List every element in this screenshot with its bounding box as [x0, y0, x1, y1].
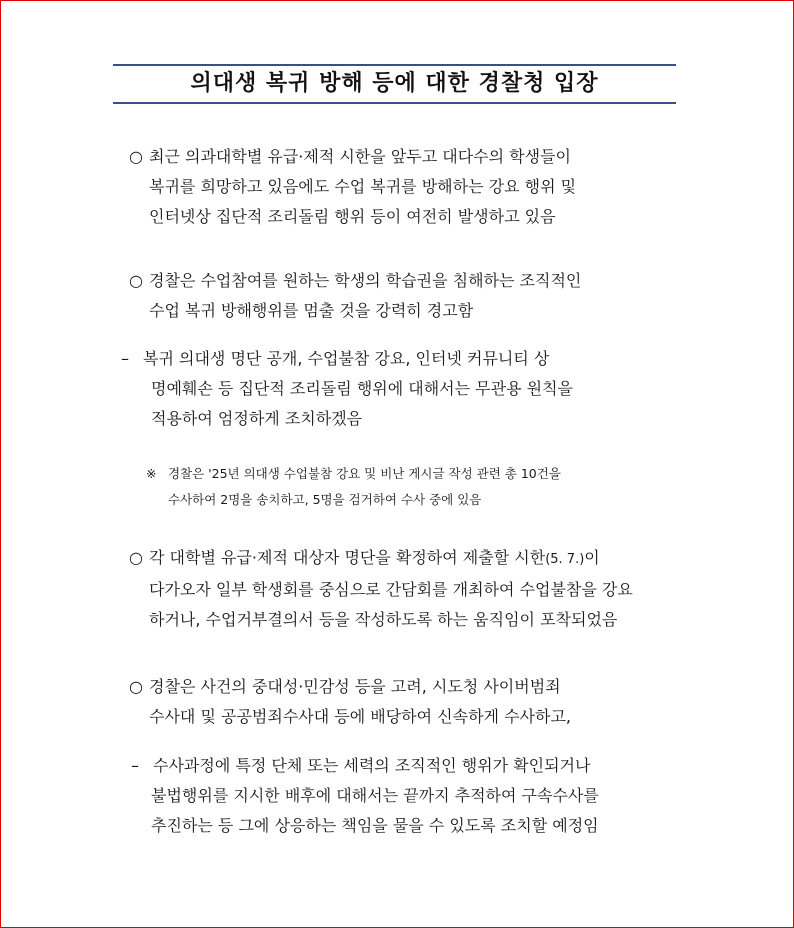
paragraph-1-line-3: 인터넷상 집단적 조리돌림 행위 등이 여전히 발생하고 있음	[149, 207, 556, 226]
circle-bullet-icon: ○	[129, 147, 143, 166]
circle-bullet-icon: ○	[129, 677, 143, 696]
reference-mark-icon: ※	[146, 466, 157, 481]
paragraph-3-line-1-text: 각 대학별 유급·제적 대상자 명단을 확정하여 제출할 시한	[149, 548, 546, 567]
paragraph-1-line-2: 복귀를 희망하고 있음에도 수업 복귀를 방해하는 강요 행위 및	[149, 177, 577, 196]
paragraph-3-line-3: 하거나, 수업거부결의서 등을 작성하도록 하는 움직임이 포착되었음	[149, 610, 618, 629]
sub-item-2-line-1: 수사과정에 특정 단체 또는 세력의 조직적인 행위가 확인되거나	[153, 756, 591, 775]
paragraph-3	[129, 543, 689, 635]
paragraph-4	[129, 672, 689, 732]
sub-item-1-line-3: 적용하여 엄정하게 조치하겠음	[151, 409, 363, 428]
note-line-1: 경찰은 '25년 의대생 수업불참 강요 및 비난 게시글 작성 관련 총 10건을	[168, 466, 561, 481]
circle-bullet-icon: ○	[129, 271, 143, 290]
dash-bullet-icon: –	[121, 349, 129, 368]
paragraph-1	[129, 142, 689, 232]
paragraph-3-line-2: 다가오자 일부 학생회를 중심으로 간담회를 개최하여 수업불참을 강요	[149, 580, 633, 599]
page-title: 의대생 복귀 방해 등에 대한 경찰청 입장	[190, 71, 599, 96]
sub-item-1-line-2: 명예훼손 등 집단적 조리돌림 행위에 대해서는 무관용 원칙을	[151, 379, 574, 398]
paragraph-2	[129, 266, 689, 326]
deadline-date: (5. 7.)	[545, 552, 585, 567]
paragraph-4-line-1: 경찰은 사건의 중대성·민감성 등을 고려, 시도청 사이버범죄	[149, 677, 561, 696]
sub-item-1-line-1: 복귀 의대생 명단 공개, 수업불참 강요, 인터넷 커뮤니티 상	[143, 349, 550, 368]
sub-item-1	[121, 344, 691, 434]
paragraph-2-line-2: 수업 복귀 방해행위를 멈출 것을 강력히 경고함	[149, 301, 474, 320]
paragraph-4-line-2: 수사대 및 공공범죄수사대 등에 배당하여 신속하게 수사하고,	[149, 707, 572, 726]
sub-item-2	[131, 751, 691, 841]
sub-item-2-line-2: 불법행위를 지시한 배후에 대해서는 끝까지 추적하여 구속수사를	[151, 786, 599, 805]
dash-bullet-icon: –	[131, 756, 139, 775]
paragraph-3-line-1-tail: 이	[584, 548, 600, 567]
circle-bullet-icon: ○	[129, 548, 143, 567]
paragraph-1-line-1: 최근 의과대학별 유급·제적 시한을 앞두고 대다수의 학생들이	[149, 147, 572, 166]
paragraph-2-line-1: 경찰은 수업참여를 원하는 학생의 학습권을 침해하는 조직적인	[149, 271, 582, 290]
note-line-2: 수사하여 2명을 송치하고, 5명을 검거하여 수사 중에 있음	[168, 492, 482, 507]
reference-note	[146, 461, 686, 513]
paragraph-3-line-1	[129, 543, 689, 575]
title-box	[113, 64, 676, 104]
sub-item-2-line-3: 추진하는 등 그에 상응하는 책임을 물을 수 있도록 조치할 예정임	[151, 816, 599, 835]
